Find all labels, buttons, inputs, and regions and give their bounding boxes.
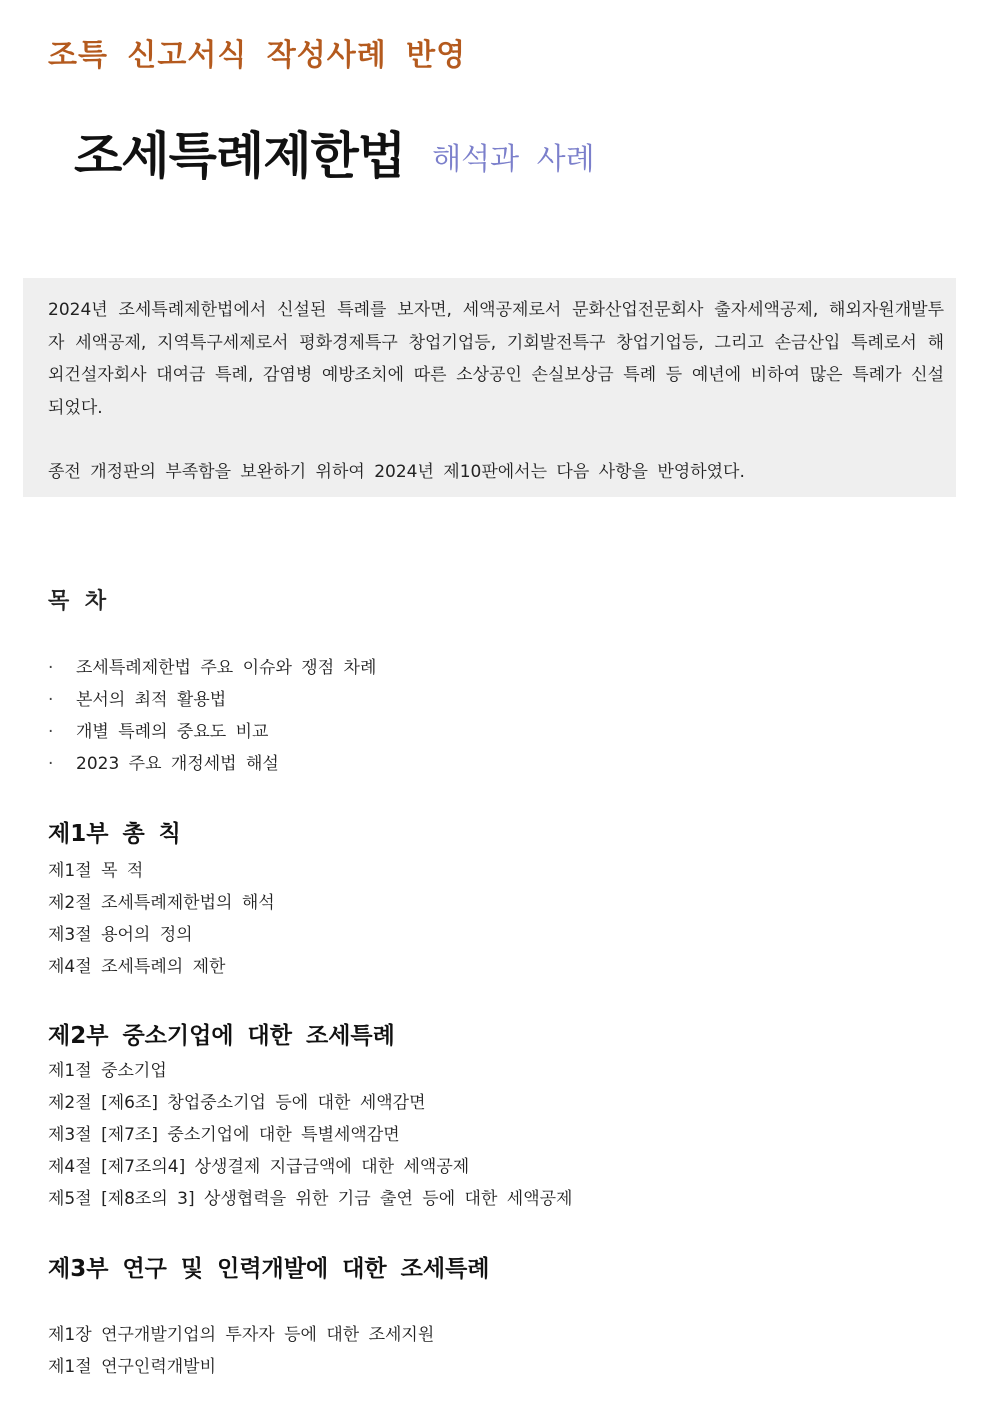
part3-list xyxy=(48,1319,434,1383)
toc-item-label: 개별 특례의 중요도 비교 xyxy=(76,722,269,742)
section-item: 제1장 연구개발기업의 투자자 등에 대한 조세지원 xyxy=(48,1325,435,1345)
intro-box xyxy=(23,278,956,497)
section-item: 제1절 중소기업 xyxy=(48,1061,167,1081)
bullet-icon: · xyxy=(48,754,54,774)
section-item: 제3절 용어의 정의 xyxy=(48,925,193,945)
title-block xyxy=(74,116,595,188)
toc-item xyxy=(48,684,376,716)
intro-paragraph-2: 종전 개정판의 부족함을 보완하기 위하여 2024년 제10판에서는 다음 사항을 반영하였다. xyxy=(48,462,745,482)
section-item: 제3절 [제7조] 중소기업에 대한 특별세액감면 xyxy=(48,1125,400,1145)
section-item: 제1절 목 적 xyxy=(48,861,144,881)
toc-item-label: 본서의 최적 활용법 xyxy=(76,690,227,710)
toc-list xyxy=(48,652,376,780)
series-label: 조특 신고서식 작성사례 반영 xyxy=(48,38,467,73)
toc-item xyxy=(48,748,376,780)
bullet-icon: · xyxy=(48,690,54,710)
section-item: 제4절 조세특례의 제한 xyxy=(48,957,226,977)
book-title: 조세특례제한법 xyxy=(74,127,406,185)
part1-heading: 제1부 총 칙 xyxy=(48,821,181,847)
bullet-icon: · xyxy=(48,658,54,678)
section-item: 제2절 [제6조] 창업중소기업 등에 대한 세액감면 xyxy=(48,1093,426,1113)
section-item: 제1절 연구인력개발비 xyxy=(48,1357,217,1377)
toc-item-label: 조세특례제한법 주요 이슈와 쟁점 차례 xyxy=(76,658,377,678)
part2-list xyxy=(48,1055,572,1215)
toc-item xyxy=(48,652,376,684)
toc-item xyxy=(48,716,376,748)
section-item: 제2절 조세특례제한법의 해석 xyxy=(48,893,275,913)
part1-list xyxy=(48,855,275,983)
intro-paragraph-1: 2024년 조세특례제한법에서 신설된 특례를 보자면, 세액공제로서 문화산업전문회사 출자세액공제, 해외자원개발투자 세액공제, 지역특구세제로서 평화경제특구 창업기업등, 기회발전특구 창업기업등, 그리고 손금산입 특례로서 해외건설자회사 대여금 특례, 감염병 예방조치에 따른 소상공인 손실보상금 특례 등 예년에 비하여 많은 특례가 신설되었다. xyxy=(48,300,944,418)
toc-item-label: 2023 주요 개정세법 해설 xyxy=(76,754,279,774)
part2-heading: 제2부 중소기업에 대한 조세특례 xyxy=(48,1023,395,1049)
book-subtitle: 해석과 사례 xyxy=(432,142,595,177)
section-item: 제5절 [제8조의 3] 상생협력을 위한 기금 출연 등에 대한 세액공제 xyxy=(48,1189,573,1209)
bullet-icon: · xyxy=(48,722,54,742)
toc-heading: 목 차 xyxy=(48,589,107,614)
part3-heading: 제3부 연구 및 인력개발에 대한 조세특례 xyxy=(48,1256,490,1282)
section-item: 제4절 [제7조의4] 상생결제 지급금액에 대한 세액공제 xyxy=(48,1157,470,1177)
